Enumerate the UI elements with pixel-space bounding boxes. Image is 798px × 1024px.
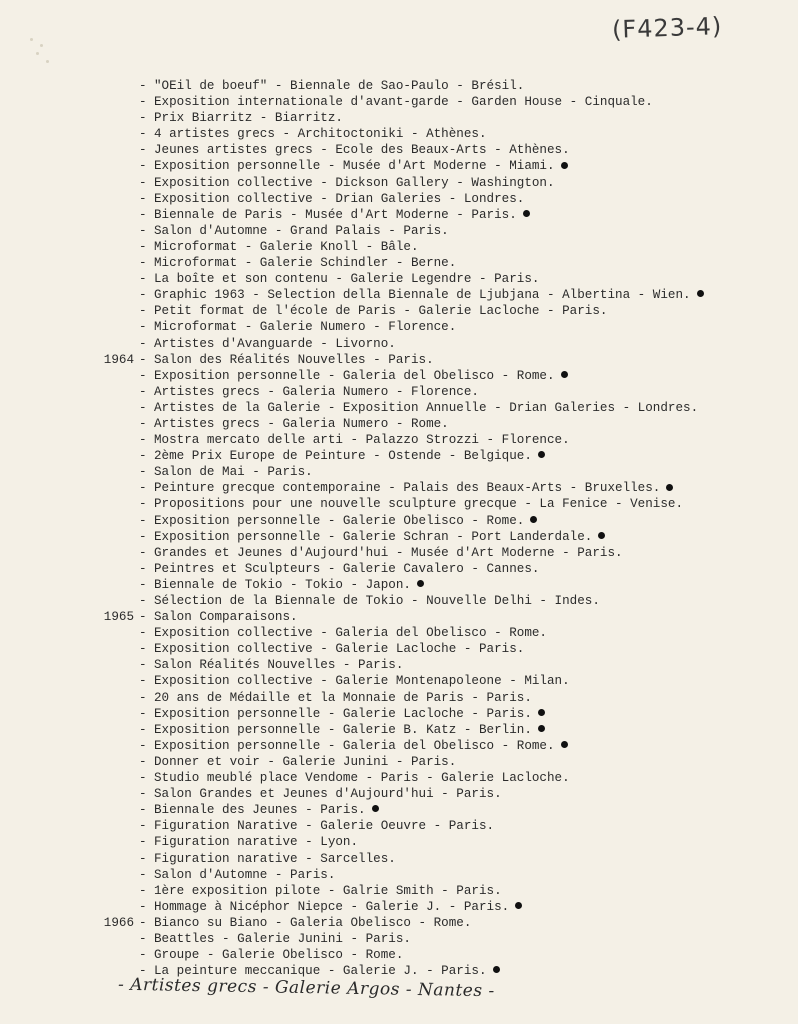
ink-dot-mark [417,580,424,587]
list-item [98,915,778,931]
list-item [98,480,778,496]
entry-text: Salon Comparaisons. [154,610,298,625]
ink-dot-mark [493,966,500,973]
entry-text: Salon des Réalités Nouvelles - Paris. [154,352,434,367]
list-item [98,770,778,786]
list-item [98,609,778,625]
list-item [98,657,778,673]
list-item [98,738,778,754]
handwritten-addition: - Artistes grecs - Galerie Argos - Nantes - [117,974,495,1002]
entry-text: Beattles - Galerie Junini - Paris. [154,931,411,946]
entry-text: La boîte et son contenu - Galerie Legendre - Paris. [154,272,540,287]
bullet-dash: - [139,819,147,834]
entry-text: Bianco su Biano - Galeria Obelisco - Rome. [154,915,472,930]
list-item [98,690,778,706]
entry-text: Artistes grecs - Galeria Numero - Florence. [154,384,479,399]
entry-text: Groupe - Galerie Obelisco - Rome. [154,948,404,963]
bullet-dash: - [139,223,147,238]
entry-text: Exposition collective - Drian Galeries - Londres. [154,191,525,206]
bullet-dash: - [139,754,147,769]
bullet-dash: - [139,899,147,914]
bullet-dash: - [139,465,147,480]
list-item [98,78,778,94]
entry-text: Hommage à Nicéphor Niepce - Galerie J. - Paris. [154,899,522,915]
bullet-dash: - [139,127,147,142]
entry-text: Exposition collective - Galeria del Obelisco - Rome. [154,626,547,641]
list-item [98,802,778,818]
entry-text: Salon Réalités Nouvelles - Paris. [154,658,404,673]
ink-dot-mark [561,741,568,748]
list-item [98,255,778,271]
entry-text: Figuration narative - Lyon. [154,835,359,850]
entry-text: Donner et voir - Galerie Junini - Paris. [154,754,457,769]
entry-text: Prix Biarritz - Biarritz. [154,111,343,126]
entry-text: Graphic 1963 - Selection della Biennale de Ljubjana - Albertina - Wien. [154,287,704,303]
ink-dot-mark [666,484,673,491]
bullet-dash: - [139,642,147,657]
list-item [98,175,778,191]
list-item [98,416,778,432]
entry-text: Studio meublé place Vendome - Paris - Galerie Lacloche. [154,771,570,786]
bullet-dash: - [139,883,147,898]
year-label: 1964 [103,352,134,367]
bullet-dash: - [139,529,147,544]
entry-text: Grandes et Jeunes d'Aujourd'hui - Musée d'Art Moderne - Paris. [154,545,623,560]
ink-dot-mark [530,516,537,523]
list-item [98,126,778,142]
ink-dot-mark [538,725,545,732]
entry-text: Peinture grecque contemporaine - Palais des Beaux-Arts - Bruxelles. [154,480,673,496]
entry-text: Exposition personnelle - Galerie Lacloche - Paris. [154,706,545,722]
bullet-dash: - [139,159,147,174]
bullet-dash: - [139,835,147,850]
list-item [98,352,778,368]
bullet-dash: - [139,433,147,448]
year-label: 1966 [103,915,134,930]
entry-text: Exposition personnelle - Galeria del Obelisco - Rome. [154,368,568,384]
entry-text: Biennale des Jeunes - Paris. [154,802,379,818]
entry-text: Exposition personnelle - Galeria del Obelisco - Rome. [154,738,568,754]
entry-text: Figuration narative - Sarcelles. [154,851,396,866]
entry-text: Artistes de la Galerie - Exposition Annuelle - Drian Galeries - Londres. [154,400,699,415]
list-item [98,319,778,335]
bullet-dash: - [139,964,147,979]
ink-dot-mark [561,371,568,378]
entry-text: "OEil de boeuf" - Biennale de Sao-Paulo - Brésil. [154,79,525,93]
bullet-dash: - [139,787,147,802]
list-item [98,625,778,641]
entry-text: Exposition personnelle - Galerie Obelisco - Rome. [154,513,537,529]
entry-text: La peinture meccanique - Galerie J. - Paris. [154,963,500,979]
bullet-dash: - [139,706,147,721]
list-item [98,432,778,448]
bullet-dash: - [139,674,147,689]
list-item [98,883,778,899]
bullet-dash: - [139,449,147,464]
entry-text: Artistes d'Avanguarde - Livorno. [154,336,396,351]
list-item [98,786,778,802]
entry-text: Biennale de Tokio - Tokio - Japon. [154,577,424,593]
ink-dot-mark [598,532,605,539]
bullet-dash: - [139,111,147,126]
entry-text: 20 ans de Médaille et la Monnaie de Paris - Paris. [154,690,532,705]
bullet-dash: - [139,143,147,158]
list-item [98,368,778,384]
list-item [98,239,778,255]
entry-text: 2ème Prix Europe de Peinture - Ostende - Belgique. [154,448,545,464]
entry-text: 4 artistes grecs - Architoctoniki - Athènes. [154,127,487,142]
list-item [98,641,778,657]
list-item [98,545,778,561]
bullet-dash: - [139,738,147,753]
bullet-dash: - [139,513,147,528]
list-item [98,529,778,545]
entry-text: Microformat - Galerie Schindler - Berne. [154,256,457,271]
bullet-dash: - [139,416,147,431]
entry-text: Exposition internationale d'avant-garde - Garden House - Cinquale. [154,95,653,110]
entry-text: Mostra mercato delle arti - Palazzo Strozzi - Florence. [154,433,570,448]
list-item [98,513,778,529]
list-item [98,400,778,416]
bullet-dash: - [139,272,147,287]
bullet-dash: - [139,191,147,206]
list-item [98,303,778,319]
list-item [98,158,778,174]
ink-dot-mark [561,162,568,169]
list-item [98,223,778,239]
ink-dot-mark [697,290,704,297]
bullet-dash: - [139,384,147,399]
entry-text: Salon d'Automne - Grand Palais - Paris. [154,223,449,238]
entry-text: Exposition collective - Galerie Lacloche - Paris. [154,642,525,657]
list-item [98,867,778,883]
entry-text: Exposition personnelle - Galerie Schran - Port Landerdale. [154,529,605,545]
bullet-dash: - [139,368,147,383]
bullet-dash: - [139,175,147,190]
bullet-dash: - [139,352,147,367]
bullet-dash: - [139,803,147,818]
ink-dot-mark [523,210,530,217]
list-item [98,706,778,722]
entry-text: Exposition collective - Galerie Montenapoleone - Milan. [154,674,570,689]
entry-text: Microformat - Galerie Knoll - Bâle. [154,239,419,254]
bullet-dash: - [139,95,147,110]
bullet-dash: - [139,79,147,93]
entry-text: Sélection de la Biennale de Tokio - Nouvelle Delhi - Indes. [154,594,600,608]
entry-text: Salon Grandes et Jeunes d'Aujourd'hui - Paris. [154,787,502,802]
list-item [98,673,778,689]
bullet-dash: - [139,336,147,351]
list-item [98,94,778,110]
list-item [98,834,778,850]
entry-text: Artistes grecs - Galeria Numero - Rome. [154,416,449,431]
list-item [98,110,778,126]
ink-dot-mark [538,451,545,458]
list-item [98,207,778,223]
bullet-dash: - [139,690,147,705]
list-item [98,142,778,158]
bullet-dash: - [139,948,147,963]
list-item [98,191,778,207]
list-item [98,561,778,577]
bullet-dash: - [139,851,147,866]
entry-text: Jeunes artistes grecs - Ecole des Beaux-Arts - Athènes. [154,143,570,158]
entry-text: Biennale de Paris - Musée d'Art Moderne - Paris. [154,207,530,223]
entry-text: Figuration Narative - Galerie Oeuvre - Paris. [154,819,495,834]
entry-text: Microformat - Galerie Numero - Florence. [154,320,457,335]
entry-text: Salon d'Automne - Paris. [154,867,336,882]
bullet-dash: - [139,867,147,882]
list-item [98,818,778,834]
bullet-dash: - [139,577,147,592]
bullet-dash: - [139,658,147,673]
bullet-dash: - [139,320,147,335]
bullet-dash: - [139,626,147,641]
list-item [98,577,778,593]
bullet-dash: - [139,545,147,560]
bullet-dash: - [139,594,147,608]
list-item [98,931,778,947]
list-item [98,899,778,915]
bullet-dash: - [139,256,147,271]
bullet-dash: - [139,915,147,930]
bullet-dash: - [139,561,147,576]
list-item [98,947,778,963]
entry-text: Petit format de l'école de Paris - Galerie Lacloche - Paris. [154,304,608,319]
bullet-dash: - [139,610,147,625]
bullet-dash: - [139,400,147,415]
list-item [98,448,778,464]
entry-text: Exposition collective - Dickson Gallery - Washington. [154,175,555,190]
list-item [98,593,778,609]
bullet-dash: - [139,722,147,737]
bullet-dash: - [139,931,147,946]
list-item [98,851,778,867]
list-item [98,336,778,352]
list-item [98,384,778,400]
list-item [98,496,778,512]
list-item [98,271,778,287]
year-label: 1965 [103,610,134,625]
entry-text: 1ère exposition pilote - Galrie Smith - Paris. [154,883,502,898]
bullet-dash: - [139,239,147,254]
archive-reference: (F423-4) [611,12,723,44]
list-item [98,722,778,738]
list-item [98,287,778,303]
bullet-dash: - [139,771,147,786]
entry-text: Exposition personnelle - Galerie B. Katz - Berlin. [154,722,545,738]
entry-text: Peintres et Sculpteurs - Galerie Cavalero - Cannes. [154,561,540,576]
ink-dot-mark [538,709,545,716]
bullet-dash: - [139,288,147,303]
ink-dot-mark [372,805,379,812]
list-item [98,754,778,770]
list-item [98,464,778,480]
entry-text: Salon de Mai - Paris. [154,465,313,480]
bullet-dash: - [139,497,147,512]
bullet-dash: - [139,304,147,319]
ink-dot-mark [515,902,522,909]
bullet-dash: - [139,207,147,222]
entry-text: Exposition personnelle - Musée d'Art Moderne - Miami. [154,158,568,174]
entry-text: Propositions pour une nouvelle sculpture grecque - La Fenice - Venise. [154,497,684,512]
exhibition-list [98,78,778,979]
bullet-dash: - [139,481,147,496]
